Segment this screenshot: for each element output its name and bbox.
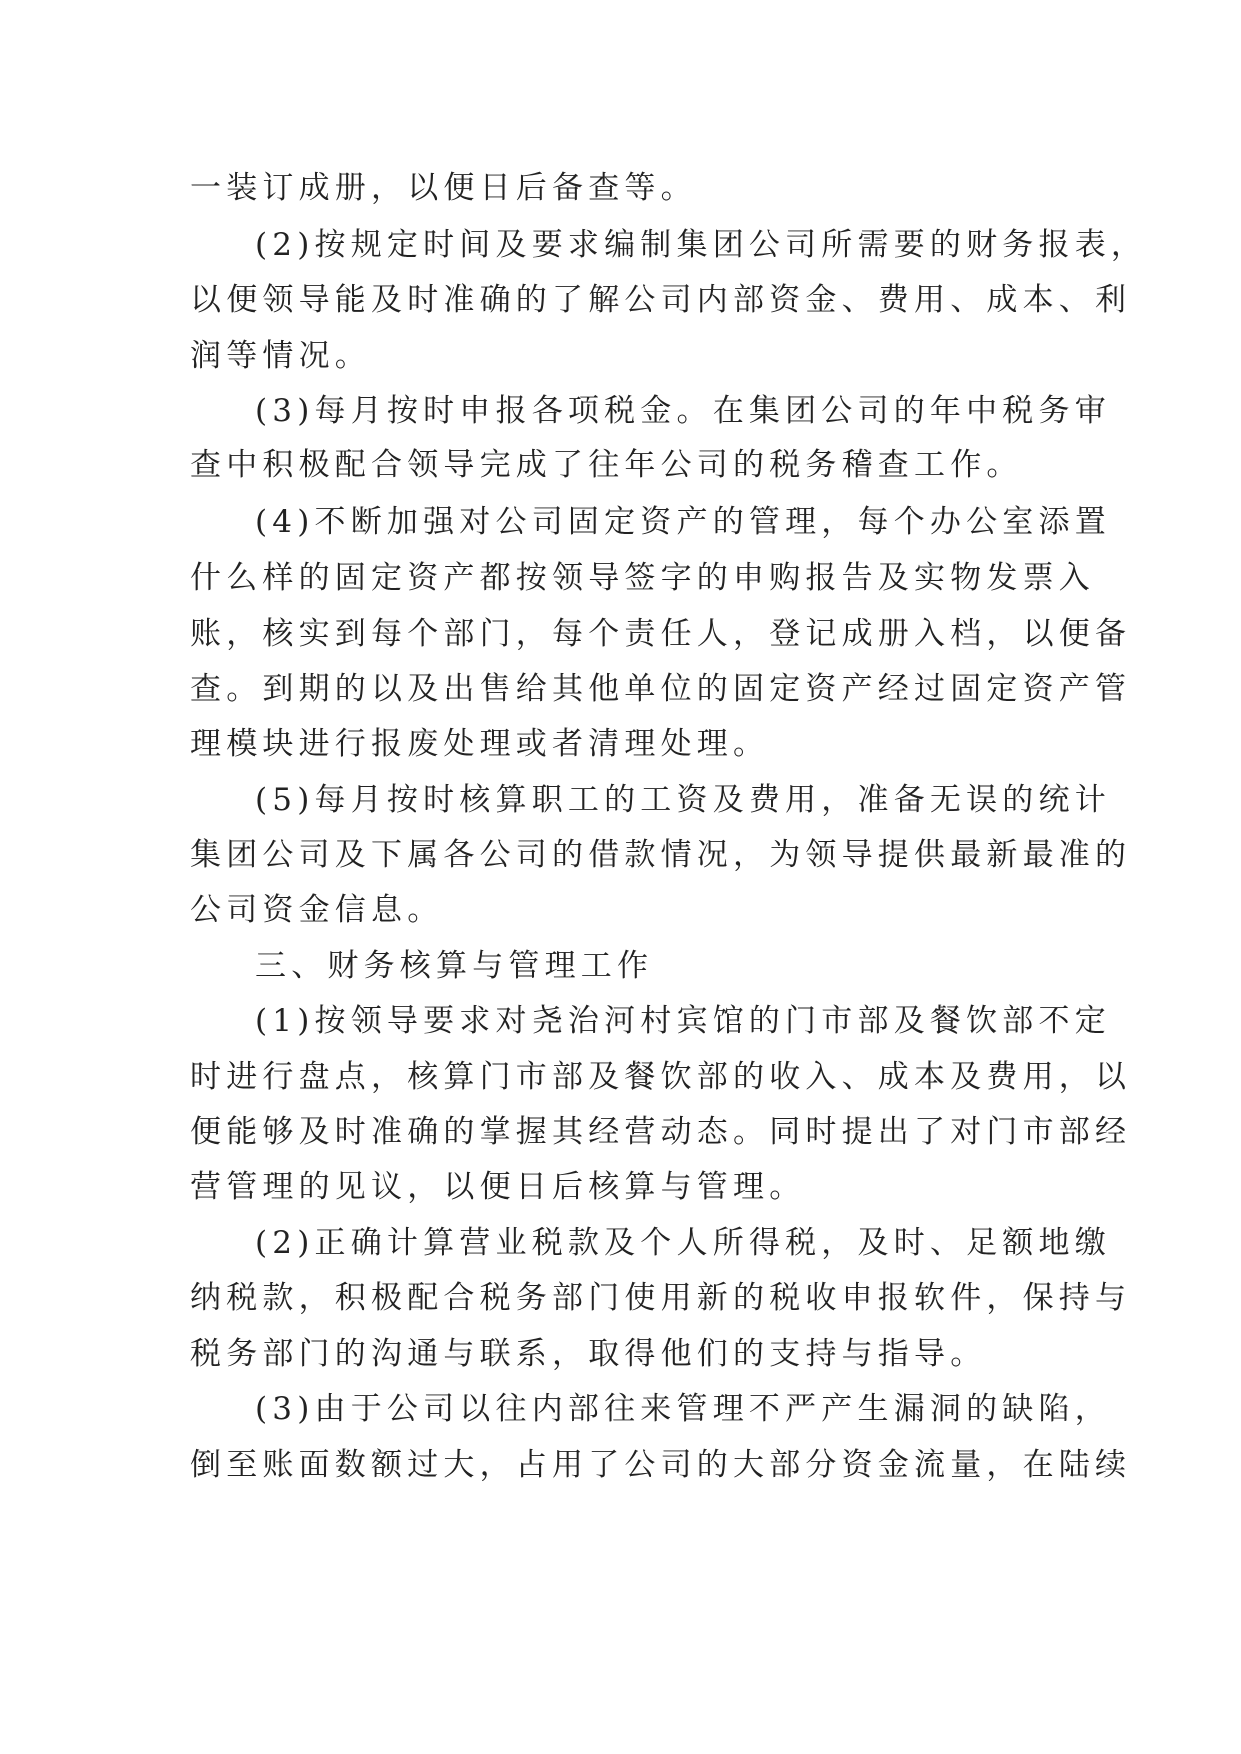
text-line: 润等情况。 <box>190 338 371 374</box>
text-line: 理模块进行报废处理或者清理处理。 <box>190 726 770 762</box>
text-line: 便能够及时准确的掌握其经营动态。同时提出了对门市部经 <box>190 1114 1132 1150</box>
text-line: 查中积极配合领导完成了往年公司的税务稽查工作。 <box>190 447 1023 483</box>
text-line: 纳税款，积极配合税务部门使用新的税收申报软件，保持与 <box>190 1280 1132 1316</box>
text-line: (3)每月按时申报各项税金。在集团公司的年中税务审 <box>255 393 1111 429</box>
text-line: (3)由于公司以往内部往来管理不严产生漏洞的缺陷， <box>255 1391 1111 1427</box>
text-line: 账，核实到每个部门，每个责任人，登记成册入档，以便备 <box>190 616 1132 652</box>
text-line: 时进行盘点，核算门市部及餐饮部的收入、成本及费用，以 <box>190 1059 1132 1095</box>
text-line: 公司资金信息。 <box>190 892 444 928</box>
text-line: 集团公司及下属各公司的借款情况，为领导提供最新最准的 <box>190 837 1132 873</box>
text-line: (4)不断加强对公司固定资产的管理，每个办公室添置 <box>255 504 1111 540</box>
text-line: 查。到期的以及出售给其他单位的固定资产经过固定资产管 <box>190 671 1132 707</box>
text-line: (2)正确计算营业税款及个人所得税，及时、足额地缴 <box>255 1225 1111 1261</box>
text-line: 倒至账面数额过大，占用了公司的大部分资金流量，在陆续 <box>190 1447 1132 1483</box>
section-heading: 三、财务核算与管理工作 <box>255 948 654 984</box>
text-line: (1)按领导要求对尧治河村宾馆的门市部及餐饮部不定 <box>255 1003 1111 1039</box>
text-line: (5)每月按时核算职工的工资及费用，准备无误的统计 <box>255 782 1111 818</box>
text-line: 以便领导能及时准确的了解公司内部资金、费用、成本、利 <box>190 282 1132 318</box>
text-line: 一装订成册，以便日后备查等。 <box>190 170 697 206</box>
text-line: 税务部门的沟通与联系，取得他们的支持与指导。 <box>190 1336 987 1372</box>
text-line: 什么样的固定资产都按领导签字的申购报告及实物发票入 <box>190 560 1095 596</box>
text-line: 营管理的见议，以便日后核算与管理。 <box>190 1169 806 1205</box>
text-line: (2)按规定时间及要求编制集团公司所需要的财务报表， <box>255 227 1148 263</box>
